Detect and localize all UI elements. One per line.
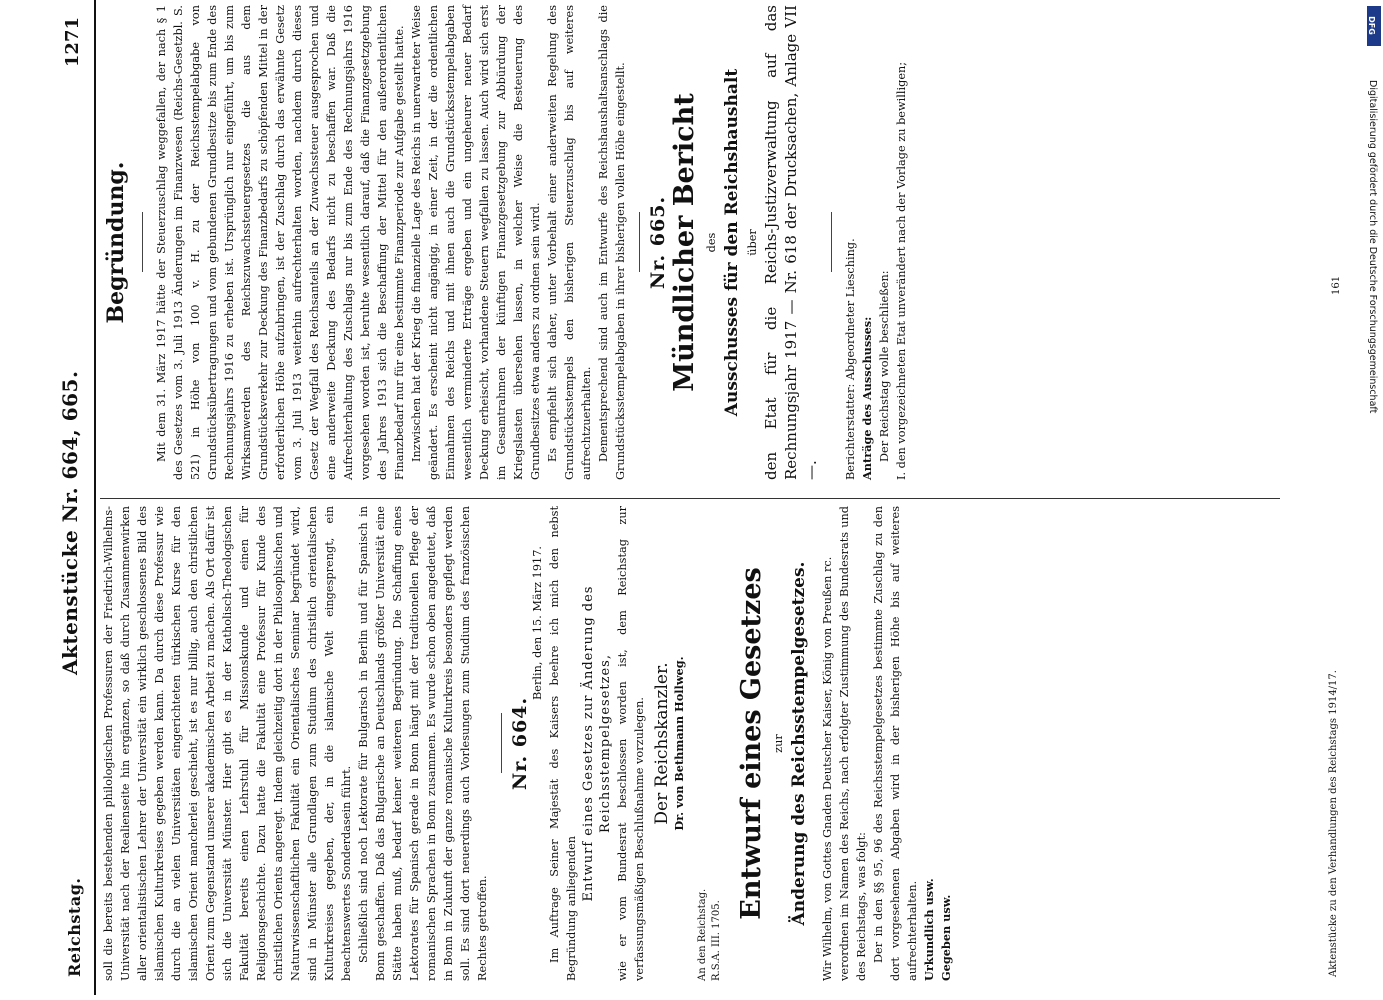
divider-rule xyxy=(501,714,502,774)
page-footer: Aktenstücke zu den Verhandlungen des Reichstags 1914/17. xyxy=(1328,670,1339,977)
report-ueber: über xyxy=(746,229,759,256)
dfg-logo-icon xyxy=(1367,6,1381,46)
bill-subtitle: Änderung des Reichsstempelgesetzes. xyxy=(789,561,809,926)
begruendung-paragraph-2: Inzwischen hat der Krieg die finanzielle Lage des Reichs in unerwarteter Weise geändert. Es erscheint nicht angängig, in einer Zeit, in der die ordentlichen Einnahmen des Reichs und mit ihnen auch die Grundstücksstempelabgaben wesentlich verminderte Erträge ergeben und ein ungeheurer neuer Bedarf Deckung erheischt, vorhandene Steuern wegfallen zu lassen. Auch wird sich erst im Gesamtrahmen der künftigen Finanzgesetzgebung zur Abbürdung der Kriegslasten übersehen lassen, in welcher Weise die Besteuerung des Grundbesitzes etwa anders zu ordnen sein wird. xyxy=(410,5,542,480)
addressee: An den Reichstag. xyxy=(697,888,708,981)
letter-bill-title: Entwurf eines Gesetzes zur Änderung des Reichsstempelgesetzes, xyxy=(581,585,613,902)
digitization-credit: Digitalisierung gefördert durch die Deutsche Forschungsgemeinschaft xyxy=(1367,80,1378,414)
divider-rule xyxy=(639,213,640,273)
bill-zur: zur xyxy=(772,734,785,753)
nr-664-heading: Nr. 664. xyxy=(509,696,531,791)
scanned-page xyxy=(60,0,1360,995)
letter-date: Berlin, den 15. März 1917. xyxy=(531,546,544,700)
item-1: I. den vorgezeichneten Etat unverändert nach der Vorlage zu bewilligen; xyxy=(895,61,908,480)
column-divider xyxy=(100,498,1280,499)
reference-number: R.S.A. III. 1705. xyxy=(711,900,722,981)
preamble-continued: verordnen im Namen des Reichs, nach erfolgter Zustimmung des Bundesrats und des Reichstags, was folgt: xyxy=(838,506,868,981)
signer-name: Dr. von Bethmann Hollweg. xyxy=(672,656,686,831)
begruendung-heading: Begründung. xyxy=(103,161,129,324)
begruendung-paragraph-3: Es empfiehlt sich daher, unter Vorbehalt einer anderweiten Regelung des Grundstücksstempels den bisherigen Steuerzuschlag bis auf weiteres aufrechtzuerhalten. xyxy=(546,5,593,480)
nr-665-heading: Nr. 665. xyxy=(647,195,669,290)
report-title: Mündlicher Bericht xyxy=(669,93,700,392)
intro-paragraph: soll die bereits bestehenden philologischen Professuren der Friedrich-Wilhelms-Universität nach der Realienseite hin ergänzen, so daß durch Zusammenwirken aller orientalistischen Lehrer der Universität ein wirklich geschlossenes Bild des islamischen Kulturkreises gegeben werden kann. Da durch diese Professur wie durch die an vielen Universitäten eingerichteten türkischen Kurse für den islamischen Orient mancherlei geschieht, ist es nur billig, auch den christlichen Orient zum Gegenstand unserer akademischen Arbeit zu machen. Als Ort dafür ist sich die Universität Münster. Hier gibt es in der Katholisch-Theologischen Fakultät bereits einen Lehrstuhl für Missionskunde und einen für Religionsgeschichte. Dazu hatte die Fakultät eine Professur für Kunde des christlichen Orients angeregt. Indem gleichzeitig dort in der Philosophischen und Naturwissenschaftlichen Fakultät ein Orientalisches Seminar begründet wird, sind in Münster alle Grundlagen zum Studium des christlich orientalischen Kulturkreises gegeben, der, in die islamische Welt eingesprengt, ein beachtenswertes Sonderdasein führt. xyxy=(102,506,353,981)
begruendung-paragraph-4: Dementsprechend sind auch im Entwurfe des Reichshaushaltsanschlags die Grundstücksstempelabgaben in ihrer bisherigen vollen Höhe eingestellt. xyxy=(597,5,627,480)
preamble: Wir Wilhelm, von Gottes Gnaden Deutscher Kaiser, König von Preußen rc. xyxy=(821,556,834,981)
page-number: 1271 xyxy=(62,17,83,68)
page-header xyxy=(60,0,96,995)
signer-title: Der Reichskanzler. xyxy=(652,662,672,825)
left-column xyxy=(100,506,955,981)
report-committee: Ausschusses für den Reichshaushalt xyxy=(722,68,742,417)
header-left: Reichstag. xyxy=(65,877,84,977)
antraege-heading: Anträge des Ausschusses: xyxy=(860,316,874,480)
bill-title: Entwurf eines Gesetzes xyxy=(736,567,767,920)
begruendung-paragraph-1: Mit dem 31. März 1917 hätte der Steuerzuschlag weggefallen, der nach § 1 des Gesetzes vom 3. Juli 1913 Änderungen im Finanzwesen (Reichs-Gesetzbl. S. 521) in Höhe von 100 v. H. zu der Reichsstempelabgabe von Grundstücksübertragungen und vom gebundenen Grundbesitze bis zum Ende des Rechnungsjahrs 1916 zu erheben ist. Ursprünglich nur eingeführt, um bis zum Wirksamwerden des Reichszuwachssteuergesetzes die aus dem Grundstücksverkehr zur Deckung des Finanzbedarfs zu schöpfenden Mittel in der erforderlichen Höhe aufzubringen, ist der Zuschlag durch das erwähnte Gesetz vom 3. Juli 1913 weiterhin aufrechterhalten worden, nachdem durch dieses Gesetz der Wegfall des Reichsanteils an der Zuwachssteuer ausgesprochen und eine anderweite Deckung des Bedarfs nicht zu beschaffen war. Daß die Aufrechterhaltung des Zuschlags nur bis zum Ende des Rechnungsjahrs 1916 vorgesehen worden ist, beruhte wesentlich darauf, daß die Finanzgesetzgebung des Jahres 1913 sich die Beschaffung der Mittel für den außerordentlichen Finanzbedarf nur für eine bestimmte Finanzperiode zur Aufgabe gestellt hatte. xyxy=(155,5,406,480)
beschliessen-text: Der Reichstag wolle beschließen: xyxy=(878,270,891,462)
dfg-logo-text: DFG xyxy=(1366,16,1376,35)
closing-gegeben: Gegeben usw. xyxy=(939,894,953,981)
article-text: Der in den §§ 95, 96 des Reichsstempelgesetzes bestimmte Zuschlag zu den dort vorgesehenen Abgaben wird in der bisherigen Höhe bis auf weiteres aufrechterhalten. xyxy=(872,506,919,981)
divider-rule xyxy=(142,213,143,273)
closing-urkundlich: Urkundlich usw. xyxy=(922,878,936,981)
lectorate-paragraph: Schließlich sind noch Lektorate für Bulgarisch in Berlin und für Spanisch in Bonn geschaffen. Daß das Bulgarische an Deutschlands größter Universität eine Stätte haben muß, bedarf keiner weiteren Begründung. Die Schaffung eines Lektorates für Spanisch gerade in Bonn hängt mit der traditionellen Pflege der romanischen Sprachen in Bonn zusammen. Es wurde schon oben angedeutet, daß in Bonn in Zukunft der ganze romanische Kulturkreis besonders gepflegt werden soll. Es sind dort neuerdings auch Vorlesungen zum Studium des französischen Rechtes getroffen. xyxy=(357,506,489,981)
report-subject: den Etat für die Reichs-Justizverwaltung auf das Rechnungsjahr 1917 — Nr. 618 der Drucksachen, Anlage VII —. xyxy=(762,5,820,480)
right-column xyxy=(100,5,910,480)
berichterstatter: Berichterstatter: Abgeordneter Liesching. xyxy=(844,238,857,480)
signature-number: 161 xyxy=(1331,275,1342,295)
letter-text: Im Auftrage Seiner Majestät des Kaisers beehre ich mich den nebst Begründung anliegenden xyxy=(548,506,578,981)
report-des: des xyxy=(705,232,718,253)
header-title: Aktenstücke Nr. 664, 665. xyxy=(58,370,82,675)
letter-continuation: wie er vom Bundesrat beschlossen worden ist, dem Reichstag zur verfassungsmäßigen Beschlußnahme vorzulegen. xyxy=(616,506,646,981)
divider-rule xyxy=(831,213,832,273)
